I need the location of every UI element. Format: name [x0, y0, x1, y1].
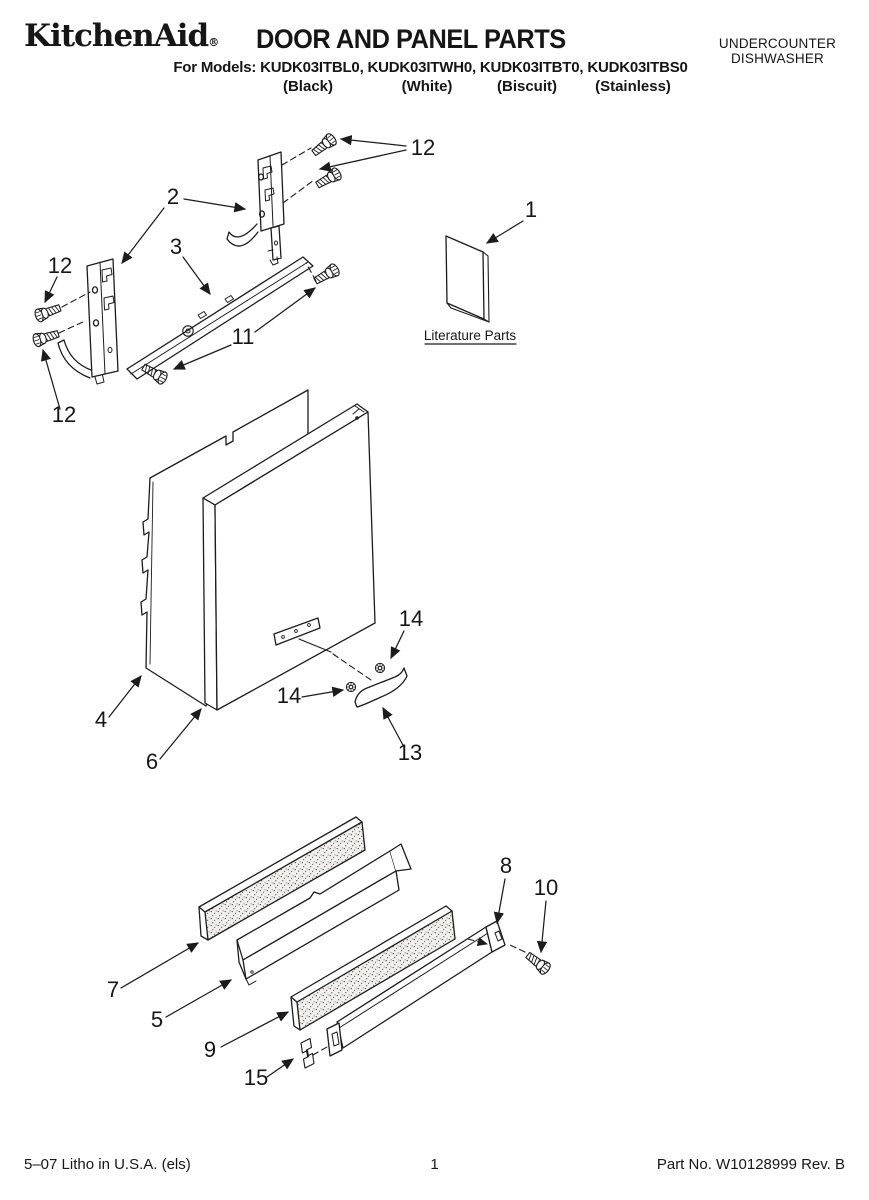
- callout-13: 13: [397, 740, 423, 765]
- color-label-stainless: (Stainless): [595, 78, 671, 95]
- screw-12-top-a: [310, 132, 338, 158]
- callout-12-left: 12: [47, 253, 73, 278]
- callout-11: 11: [231, 324, 255, 349]
- mounting-bracket-right: [227, 152, 284, 265]
- color-label-biscuit: (Biscuit): [497, 78, 557, 95]
- trim-rail: [127, 257, 313, 379]
- callout-12-bottom: 12: [51, 402, 77, 427]
- color-label-black: (Black): [282, 78, 334, 95]
- toe-panel-slot-plate: [327, 1023, 342, 1056]
- nut-14-upper: [375, 663, 384, 672]
- brand-text: KitchenAid: [24, 18, 209, 54]
- screw-12-left-b: [32, 327, 60, 347]
- callout-6: 6: [145, 749, 159, 774]
- screw-11-right: [312, 262, 341, 286]
- callout-12-top: 12: [410, 135, 436, 160]
- literature-booklet: [446, 236, 489, 322]
- appliance-line2: DISHWASHER: [730, 51, 824, 66]
- literature-parts-label: Literature Parts: [423, 328, 517, 343]
- screw-10: [524, 950, 552, 976]
- appliance-line1: UNDERCOUNTER: [718, 36, 837, 51]
- screw-12-left-a: [34, 302, 63, 323]
- models-line: For Models: KUDK03ITBL0, KUDK03ITWH0, KUDK03ITBT0, KUDK03ITBS0: [173, 59, 688, 76]
- callout-7: 7: [106, 977, 120, 1002]
- callout-14-upper: 14: [398, 606, 424, 631]
- callout-5: 5: [150, 1007, 164, 1032]
- callout-2: 2: [166, 184, 180, 209]
- retainer-clip: [301, 1039, 314, 1069]
- callout-3: 3: [169, 234, 183, 259]
- page-title: DOOR AND PANEL PARTS: [256, 24, 566, 54]
- callout-1: 1: [524, 197, 538, 222]
- footer-page-number: 1: [430, 1156, 439, 1173]
- registered-mark: ®: [208, 36, 219, 49]
- callout-9: 9: [203, 1037, 217, 1062]
- callout-14-lower: 14: [276, 683, 302, 708]
- callout-15: 15: [243, 1065, 269, 1090]
- callout-4: 4: [94, 707, 108, 732]
- footer-litho: 5–07 Litho in U.S.A. (els): [24, 1156, 191, 1173]
- callout-8: 8: [499, 853, 513, 878]
- nut-14-lower: [346, 682, 355, 691]
- assembly-dash-handle: [333, 654, 371, 680]
- screw-12-top-b: [314, 166, 343, 190]
- callout-10: 10: [533, 875, 559, 900]
- footer-part-number: Part No. W10128999 Rev. B: [656, 1156, 845, 1173]
- color-label-white: (White): [401, 78, 453, 95]
